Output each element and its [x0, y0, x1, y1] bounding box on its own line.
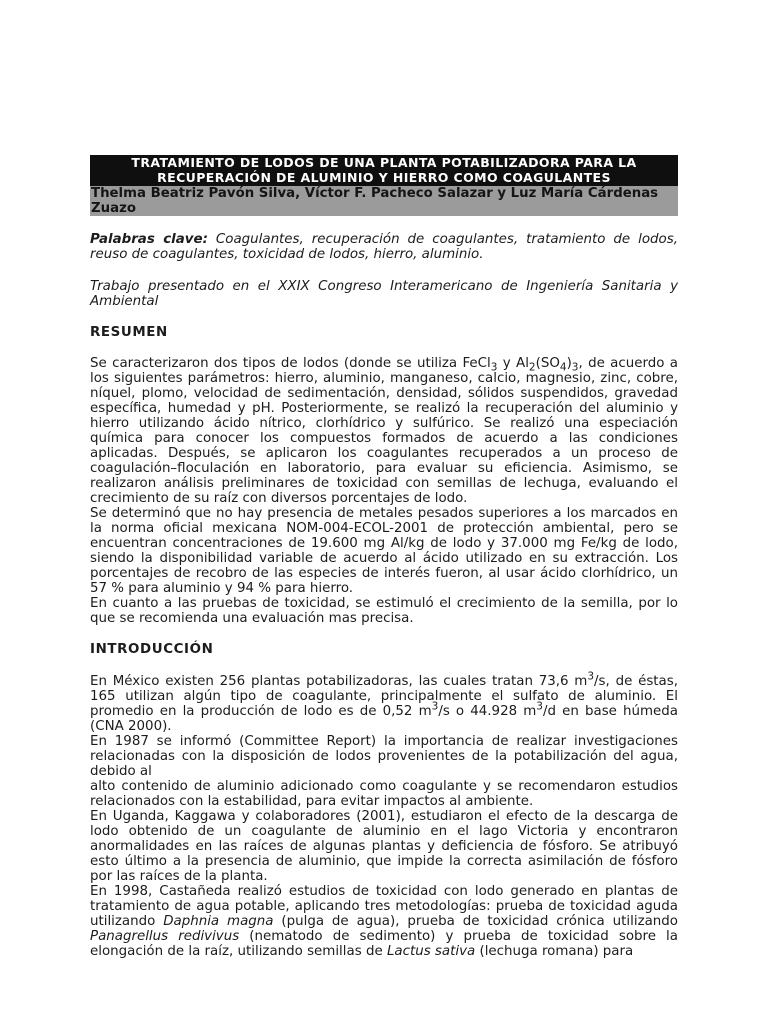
document-page: [90, 155, 678, 959]
intro-paragraph-1: En México existen 256 plantas potabilizadoras, las cuales tratan 73,6 $m^3/s$, de éstas, 165 utilizan algún tipo de coagulante, principalmente el sulfato de aluminio. El promedio en la producción de lodo es de 0,52 $m^3/s$ o 44.928 $m^3/d$ en base húmeda (CNA 2000).: [90, 670, 679, 734]
intro-paragraph-4: En Uganda, Kaggawa y colaboradores (2001), estudiaron el efecto de la descarga de lodo obtenido de un coagulante de aluminio en el lago Victoria y encontraron anormalidades en las raíces de algunas plantas y deficiencia de fósforo. Se atribuyó esto último a la presencia de aluminio, que impide la correcta asimilación de fósforo por las raíces de la planta.: [90, 809, 678, 884]
keywords-label: Palabras clave:: [90, 232, 208, 247]
title-line-1: TRATAMIENTO DE LODOS DE UNA PLANTA POTABILIZADORA PARA LA: [131, 155, 637, 170]
keywords-paragraph: [90, 232, 678, 262]
title-banner: [90, 155, 678, 186]
resumen-paragraph-2: Se determinó que no hay presencia de metales pesados superiores a los marcados en la norma oficial mexicana NOM-004-ECOL-2001 de protección ambiental, pero se encuentran concentraciones de 19.600 mg Al/kg de lodo y 37.000 mg Fe/kg de lodo, siendo la disponibilidad variable de acuerdo al ácido utilizado en su extracción. Los porcentajes de recobro de las especies de interés fueron, al usar ácido clorhídrico, un 57 % para aluminio y 94 % para hierro.: [90, 506, 678, 596]
intro-paragraph-2: En 1987 se informó (Committee Report) la importancia de realizar investigaciones relacionadas con la disposición de lodos provenientes de la potabilización del agua, debido al: [90, 734, 678, 779]
keywords-text: Coagulantes, recuperación de coagulantes, tratamiento de lodos, reuso de coagulantes, toxicidad de lodos, hierro, aluminio.: [90, 232, 678, 262]
resumen-paragraph-3: En cuanto a las pruebas de toxicidad, se estimuló el crecimiento de la semilla, por lo que se recomienda una evaluación mas precisa.: [90, 596, 678, 626]
resumen-paragraph-1: Se caracterizaron dos tipos de lodos (donde se utiliza FeCl$_3$ y $Al_2(SO_4)_3$, de acuerdo a los siguientes parámetros: hierro, aluminio, manganeso, calcio, magnesio, zinc, cobre, níquel, plomo, velocidad de sedimentación, densidad, sólidos suspendidos, gravedad específica, humedad y pH. Posteriormente, se realizó la recuperación del aluminio y hierro utilizando ácido nítrico, clorhídrico y sulfúrico. Se realizó una especiación química para conocer los compuestos formados de acuerdo a las condiciones aplicadas. Después, se aplicaron los coagulantes recuperados a un proceso de coagulación–floculación en laboratorio, para evaluar su eficiencia. Asimismo, se realizaron análisis preliminares de toxicidad con semillas de lechuga, evaluando el crecimiento de su raíz con diversos porcentajes de lodo.: [90, 356, 678, 506]
authors-banner: Thelma Beatriz Pavón Silva, Víctor F. Pacheco Salazar y Luz María Cárdenas Zuazo: [90, 186, 678, 216]
introduccion-heading: INTRODUCCIÓN: [90, 642, 214, 657]
intro-paragraph-3: alto contenido de aluminio adicionado como coagulante y se recomendaron estudios relacionados con la estabilidad, para evitar impactos al ambiente.: [90, 779, 678, 809]
presented-text: Trabajo presentado en el XXIX Congreso Interamericano de Ingeniería Sanitaria y Ambiental: [90, 279, 678, 309]
title-line-2: RECUPERACIÓN DE ALUMINIO Y HIERRO COMO COAGULANTES: [157, 170, 611, 185]
introduccion-body: [90, 670, 679, 959]
resumen-body: [90, 356, 678, 626]
resumen-heading: RESUMEN: [90, 325, 168, 340]
intro-paragraph-5: En 1998, Castañeda realizó estudios de toxicidad con lodo generado en plantas de tratamiento de agua potable, aplicando tres metodologías: prueba de toxicidad aguda utilizando Daphnia magna (pulga de agua), prueba de toxicidad crónica utilizando Panagrellus redivivus (nematodo de sedimento) y prueba de toxicidad sobre la elongación de la raíz, utilizando semillas de Lactus sativa (lechuga romana) para: [90, 884, 678, 959]
presented-note: [90, 279, 678, 309]
